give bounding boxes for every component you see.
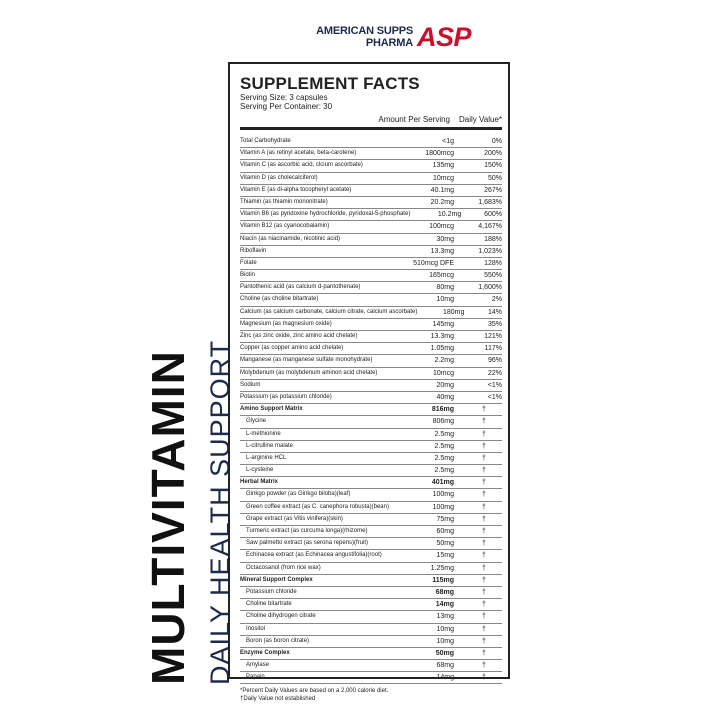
brand-line-2: PHARMA bbox=[365, 37, 413, 49]
nutrient-daily-value: † bbox=[482, 540, 486, 548]
nutrient-daily-value: <1% bbox=[487, 393, 502, 401]
table-row bbox=[240, 221, 502, 233]
nutrient-name: Amylase bbox=[246, 662, 270, 669]
table-row bbox=[240, 587, 502, 599]
table-row bbox=[240, 160, 502, 172]
servings-per-container: Serving Per Container: 30 bbox=[240, 102, 333, 111]
table-row bbox=[240, 502, 502, 514]
side-label bbox=[142, 339, 235, 685]
nutrient-name: Molybdenum (as molybdenum aminon acid chelate) bbox=[240, 369, 378, 376]
nutrient-amount: 10mg bbox=[436, 625, 454, 633]
column-headers bbox=[240, 115, 502, 130]
table-row bbox=[240, 672, 502, 684]
nutrient-name: Octacosanol (from rice wax) bbox=[246, 564, 321, 571]
table-row bbox=[240, 234, 502, 246]
nutrient-amount: 135mg bbox=[432, 162, 454, 170]
brand-line-1: AMERICAN SUPPS bbox=[316, 25, 413, 37]
nutrient-name: Zinc (as zinc oxide, zinc amino acid chelate) bbox=[240, 333, 358, 339]
nutrient-amount: 115mg bbox=[432, 576, 454, 584]
nutrient-amount: 100mcg bbox=[429, 223, 454, 231]
nutrient-name: Green coffee extract (as C. canephora robusta)(bean) bbox=[246, 503, 389, 510]
nutrient-amount: 80mg bbox=[436, 284, 454, 292]
table-row bbox=[240, 611, 502, 623]
amount-header: Amount Per Serving bbox=[378, 115, 450, 124]
nutrient-amount: 401mg bbox=[431, 479, 454, 487]
nutrient-amount: 20.2mg bbox=[430, 198, 454, 206]
footnote-dagger: †Daily Value not established bbox=[240, 696, 316, 703]
supplement-facts-panel bbox=[228, 62, 510, 703]
nutrient-amount: 2.5mg bbox=[434, 454, 454, 462]
nutrient-amount: 68mg bbox=[435, 588, 454, 596]
nutrient-amount: 145mg bbox=[432, 320, 454, 328]
nutrient-name: Vitamin B6 (as pyridoxine hydrochloride, pyridoxal-5-phosphate) bbox=[240, 211, 411, 218]
nutrient-daily-value: 150% bbox=[484, 162, 502, 170]
table-row bbox=[240, 355, 502, 367]
nutrient-name: Calcium (as calcium carbonate, calcium citrate, calcium ascorbate) bbox=[240, 308, 418, 315]
nutrient-daily-value: † bbox=[482, 528, 486, 535]
table-row bbox=[240, 148, 502, 160]
nutrient-amount: 2.2mg bbox=[434, 357, 454, 365]
nutrient-daily-value: † bbox=[482, 601, 486, 609]
nutrient-daily-value: † bbox=[482, 564, 486, 572]
nutrient-daily-value: † bbox=[482, 503, 486, 511]
nutrient-amount: 50mg bbox=[435, 649, 454, 657]
table-row bbox=[240, 270, 502, 282]
brand-name bbox=[303, 25, 413, 49]
nutrient-daily-value: 128% bbox=[484, 259, 502, 267]
nutrient-amount: 510mcg DFE bbox=[413, 259, 454, 267]
nutrient-daily-value: † bbox=[482, 418, 486, 426]
table-row bbox=[240, 624, 502, 636]
nutrient-name: Herbal Matrix bbox=[240, 479, 279, 486]
nutrient-daily-value: † bbox=[482, 406, 486, 414]
nutrient-amount: 50mg bbox=[436, 540, 454, 548]
table-row bbox=[240, 404, 502, 416]
nutrient-name: Thiamin (as thiamin mononitrate) bbox=[240, 198, 328, 205]
nutrient-daily-value: 50% bbox=[487, 174, 502, 182]
nutrient-amount: 165mcg bbox=[429, 272, 454, 280]
nutrient-daily-value: † bbox=[482, 662, 486, 670]
nutrient-name: Vitamin A (as retinyl acetate, beta-carotene) bbox=[240, 150, 357, 157]
nutrient-name: Choline bitartrate bbox=[246, 601, 292, 608]
nutrient-daily-value: 121% bbox=[484, 333, 502, 340]
nutrient-amount: 20mg bbox=[436, 381, 454, 389]
nutrient-name: Magnesium (as magnesium oxide) bbox=[240, 320, 332, 327]
nutrient-name: Vitamin B12 (as cyanocobalamin) bbox=[240, 223, 330, 230]
serving-size: Serving Size: 3 capsules bbox=[240, 93, 328, 102]
table-row bbox=[240, 343, 502, 355]
brand-header bbox=[303, 22, 483, 52]
nutrient-daily-value: † bbox=[482, 442, 486, 450]
nutrient-name: Grape extract (as Vitis vinifera)(skin) bbox=[246, 515, 343, 522]
nutrient-daily-value: † bbox=[482, 674, 486, 682]
nutrient-name: L-citrulline malate bbox=[246, 442, 294, 449]
nutrient-table bbox=[240, 136, 502, 684]
nutrient-daily-value: 0% bbox=[491, 138, 502, 145]
nutrient-daily-value: 200% bbox=[484, 150, 502, 158]
nutrient-name: Pantothenic acid (as calcium d-pantothenate) bbox=[240, 284, 361, 291]
table-row bbox=[240, 416, 502, 428]
table-row bbox=[240, 307, 502, 319]
nutrient-daily-value: 550% bbox=[484, 272, 502, 280]
table-row bbox=[240, 550, 502, 562]
nutrient-name: Vitamin C (as ascorbic acid, clcium ascorbate) bbox=[240, 162, 363, 169]
nutrient-daily-value: 267% bbox=[484, 186, 502, 194]
nutrient-name: Potassium (as potassium chloride) bbox=[240, 393, 332, 400]
nutrient-daily-value: † bbox=[482, 588, 486, 596]
table-row bbox=[240, 453, 502, 465]
nutrient-amount: 68mg bbox=[436, 662, 454, 670]
nutrient-amount: 1.25mg bbox=[430, 564, 454, 572]
table-row bbox=[240, 319, 502, 331]
nutrient-amount: 2.5mg bbox=[434, 442, 454, 450]
nutrient-name: L-methionine bbox=[246, 430, 281, 437]
nutrient-amount: 13.3mg bbox=[430, 247, 454, 255]
table-row bbox=[240, 258, 502, 270]
nutrient-name: Ginkgo powder (as Ginkgo biloba)(leaf) bbox=[246, 491, 351, 498]
table-row bbox=[240, 477, 502, 489]
table-row bbox=[240, 209, 502, 221]
nutrient-daily-value: † bbox=[482, 637, 486, 645]
nutrient-daily-value: 4,167% bbox=[478, 223, 502, 231]
nutrient-daily-value: † bbox=[482, 491, 486, 499]
nutrient-amount: 100mg bbox=[432, 491, 454, 499]
nutrient-amount: 10mg bbox=[436, 637, 454, 645]
nutrient-amount: 2.5mg bbox=[434, 467, 454, 475]
nutrient-daily-value: 1,023% bbox=[478, 247, 502, 255]
table-row bbox=[240, 599, 502, 611]
nutrient-name: Riboflavin bbox=[240, 247, 267, 254]
nutrient-amount: <1g bbox=[442, 138, 454, 145]
nutrient-amount: 2.5mg bbox=[434, 430, 454, 438]
nutrient-daily-value: † bbox=[482, 430, 486, 438]
nutrient-name: Echinacea extract (as Echinacea angustifolia)(root) bbox=[246, 552, 382, 559]
nutrient-daily-value: 1,600% bbox=[478, 284, 502, 292]
nutrient-daily-value: † bbox=[482, 613, 486, 621]
nutrient-name: Vitamin D (as cholecalciferol) bbox=[240, 174, 318, 181]
nutrient-name: Folate bbox=[240, 259, 257, 266]
nutrient-daily-value: 2% bbox=[491, 296, 502, 304]
nutrient-name: Manganese (as manganese sulfate monohydrate) bbox=[240, 357, 373, 364]
table-row bbox=[240, 136, 502, 148]
nutrient-name: Amino Support Matrix bbox=[240, 406, 303, 413]
nutrient-amount: 816mg bbox=[431, 406, 454, 414]
nutrient-amount: 1.05mg bbox=[430, 345, 454, 353]
nutrient-daily-value: 188% bbox=[484, 235, 502, 243]
table-row bbox=[240, 294, 502, 306]
table-row bbox=[240, 441, 502, 453]
nutrient-name: Niacin (as niacinamide, nicotinic acid) bbox=[240, 235, 341, 242]
nutrient-name: L-arginine HCL bbox=[246, 454, 287, 461]
nutrient-name: L-cysteine bbox=[246, 467, 274, 474]
table-row bbox=[240, 636, 502, 648]
nutrient-amount: 40mg bbox=[436, 393, 454, 401]
nutrient-amount: 14mg bbox=[436, 674, 454, 682]
nutrient-name: Saw palmetto extract (as serona repens)(fruit) bbox=[246, 540, 369, 547]
nutrient-name: Choline (as choline bitartrate) bbox=[240, 296, 319, 303]
nutrient-name: Glycine bbox=[246, 418, 267, 425]
nutrient-daily-value: <1% bbox=[487, 381, 502, 389]
nutrient-name: Vitamin E (as di-alpha tocopheryl acetate) bbox=[240, 186, 352, 193]
nutrient-amount: 10mcg bbox=[432, 174, 454, 182]
product-subtitle: DAILY HEALTH SUPPORT bbox=[205, 339, 235, 685]
table-row bbox=[240, 465, 502, 477]
brand-logo: ASP bbox=[417, 22, 472, 52]
nutrient-daily-value: 14% bbox=[487, 308, 502, 316]
table-row bbox=[240, 563, 502, 575]
table-row bbox=[240, 526, 502, 538]
table-row bbox=[240, 660, 502, 672]
nutrient-name: Potassium chloride bbox=[246, 588, 297, 595]
footnote-dv: *Percent Daily Values are based on a 2,000 calorie diet. bbox=[240, 688, 389, 695]
nutrient-daily-value: † bbox=[482, 515, 486, 523]
nutrient-daily-value: 600% bbox=[484, 211, 502, 219]
product-title: MULTIVITAMIN bbox=[142, 350, 194, 685]
nutrient-daily-value: † bbox=[482, 479, 486, 487]
nutrient-daily-value: † bbox=[482, 625, 486, 633]
nutrient-daily-value: † bbox=[482, 467, 486, 475]
nutrient-daily-value: 1,683% bbox=[478, 198, 502, 206]
nutrient-daily-value: 117% bbox=[484, 345, 502, 353]
table-row bbox=[240, 185, 502, 197]
nutrient-amount: 15mg bbox=[436, 552, 454, 560]
table-row bbox=[240, 514, 502, 526]
nutrient-name: Choline dihydrogen citrate bbox=[246, 613, 316, 620]
nutrient-name: Boron (as boron citrate) bbox=[246, 637, 310, 644]
nutrient-name: Total Carbohydrate bbox=[240, 138, 291, 144]
nutrient-amount: 75mg bbox=[436, 515, 454, 523]
nutrient-daily-value: 22% bbox=[487, 369, 502, 377]
nutrient-daily-value: 96% bbox=[487, 357, 502, 365]
nutrient-name: Enzyme Complex bbox=[240, 649, 290, 656]
nutrient-daily-value: † bbox=[482, 576, 486, 584]
table-row bbox=[240, 538, 502, 550]
table-row bbox=[240, 648, 502, 660]
nutrient-amount: 180mg bbox=[443, 308, 465, 316]
nutrient-daily-value: † bbox=[482, 552, 486, 560]
nutrient-amount: 10mg bbox=[436, 296, 454, 304]
nutrient-amount: 1800mcg bbox=[425, 150, 454, 158]
nutrient-name: Mineral Support Complex bbox=[240, 576, 313, 583]
table-row bbox=[240, 282, 502, 294]
nutrient-name: Sodium bbox=[240, 381, 261, 388]
nutrient-amount: 14mg bbox=[435, 601, 454, 609]
table-row bbox=[240, 429, 502, 441]
nutrient-amount: 10.2mg bbox=[437, 211, 462, 219]
daily-value-header: Daily Value* bbox=[459, 115, 502, 124]
nutrient-amount: 13mg bbox=[436, 613, 454, 621]
panel-title: SUPPLEMENT FACTS bbox=[240, 74, 420, 93]
table-row bbox=[240, 368, 502, 380]
table-row bbox=[240, 246, 502, 258]
table-row bbox=[240, 392, 502, 404]
nutrient-daily-value: 35% bbox=[487, 320, 502, 328]
nutrient-name: Biotin bbox=[240, 272, 256, 279]
table-row bbox=[240, 380, 502, 392]
nutrient-amount: 40.1mg bbox=[430, 186, 454, 194]
nutrient-amount: 100mg bbox=[432, 503, 454, 511]
table-row bbox=[240, 173, 502, 185]
table-row bbox=[240, 489, 502, 501]
nutrient-amount: 13.3mg bbox=[430, 333, 454, 340]
nutrient-name: Papain bbox=[246, 674, 265, 681]
table-row bbox=[240, 197, 502, 209]
nutrient-amount: 60mg bbox=[436, 528, 454, 535]
table-row bbox=[240, 575, 502, 587]
nutrient-name: Turmeric extract (as curcuma longa)(rhizome) bbox=[246, 528, 368, 534]
nutrient-amount: 30mg bbox=[436, 235, 454, 243]
nutrient-amount: 10mcg bbox=[432, 369, 454, 377]
nutrient-amount: 806mg bbox=[432, 418, 454, 426]
nutrient-daily-value: † bbox=[482, 454, 486, 462]
nutrient-name: Inositol bbox=[246, 625, 266, 632]
table-row bbox=[240, 331, 502, 343]
nutrient-daily-value: † bbox=[482, 649, 486, 657]
nutrient-name: Copper (as copper amino acid chelate) bbox=[240, 345, 344, 352]
